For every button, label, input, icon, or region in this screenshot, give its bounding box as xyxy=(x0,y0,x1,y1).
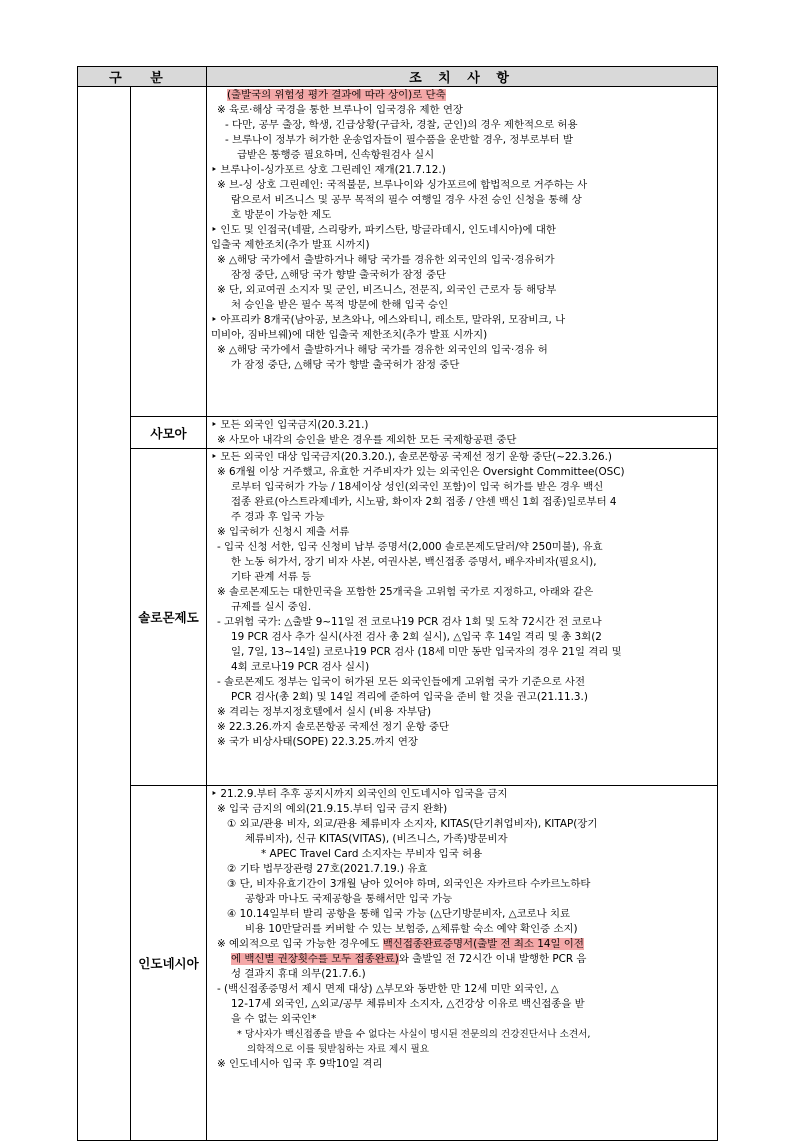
line-text: - 입국 신청 서한, 입국 신청비 납부 증명서(2,000 솔로몬제도달러/약 250미불), 유효 xyxy=(217,541,603,553)
line-text: ‣ 모든 외국인 대상 입국금지(20.3.20.), 솔로몬항공 국제선 정기 운항 중단(~22.3.26.) xyxy=(211,451,612,463)
content-line xyxy=(211,802,713,817)
line-text: - 다만, 공무 출장, 학생, 긴급상황(구급차, 경찰, 군인)의 경우 제한적으로 허용 xyxy=(225,119,578,131)
content-line xyxy=(211,997,713,1012)
line-text: ③ 단, 비자유효기간이 3개월 남아 있어야 하며, 외국인은 자카르타 수카르노하타 xyxy=(227,878,591,890)
content-line xyxy=(211,283,713,298)
content-line xyxy=(211,630,713,645)
content-line xyxy=(211,450,713,465)
content-line xyxy=(211,540,713,555)
content-samoa xyxy=(207,417,718,449)
table-header-row xyxy=(78,67,718,87)
content-line xyxy=(211,675,713,690)
content-line xyxy=(211,982,713,997)
content-line xyxy=(211,178,713,193)
line-text: ※ 격리는 정부지정호텔에서 실시 (비용 자부담) xyxy=(217,706,431,718)
row-brunei xyxy=(78,87,718,417)
line-text: ※ 브-싱 상호 그린레인: 국적불문, 브루나이와 싱가포르에 합법적으로 거주하는 사 xyxy=(217,179,588,191)
line-text: 규제를 실시 중임. xyxy=(231,601,312,613)
content-indonesia xyxy=(207,786,718,1141)
content-line xyxy=(211,720,713,735)
measures-table xyxy=(77,66,718,1141)
line-text: ※ △해당 국가에서 출발하거나 해당 국가를 경유한 외국인의 입국·경유 허 xyxy=(217,344,548,356)
content-line xyxy=(211,862,713,877)
content-line xyxy=(211,1027,713,1042)
highlighted-text: 에 백신별 권장횟수를 모두 접종완료) xyxy=(231,953,399,965)
line-text: 호 방문이 가능한 제도 xyxy=(231,209,332,221)
content-line xyxy=(211,238,713,253)
content-line xyxy=(211,1042,713,1057)
content-line xyxy=(211,967,713,982)
line-text: 체류비자), 신규 KITAS(VITAS), (비즈니스, 가족)방문비자 xyxy=(245,833,508,845)
content-line xyxy=(211,690,713,705)
line-text: 접종 완료(아스트라제네카, 시노팜, 화이자 2회 접종 / 얀센 백신 1회 접종)일로부터 4 xyxy=(231,496,617,508)
line-text: 처 승인을 받은 필수 목적 방문에 한해 입국 승인 xyxy=(231,299,449,311)
content-line xyxy=(211,892,713,907)
line-text: ① 외교/관용 비자, 외교/관용 체류비자 소지자, KITAS(단기취업비자), KITAP(장기 xyxy=(227,818,598,830)
line-text: - 브루나이 정부가 허가한 운송업자들이 필수품을 운반할 경우, 정부로부터 발 xyxy=(225,134,573,146)
content-line xyxy=(211,952,713,967)
content-line xyxy=(211,118,713,133)
content-line xyxy=(211,922,713,937)
content-line xyxy=(211,480,713,495)
content-line xyxy=(211,510,713,525)
content-line xyxy=(211,208,713,223)
content-line xyxy=(211,937,713,952)
line-text: ※ △해당 국가에서 출발하거나 해당 국가를 경유한 외국인의 입국·경유허가 xyxy=(217,254,555,266)
line-text: 미비아, 짐바브웨)에 대한 입출국 제한조치(추가 발표 시까지) xyxy=(211,329,488,341)
line-text: ‣ 브루나이-싱가포르 상호 그린레인 재개(21.7.12.) xyxy=(211,164,446,176)
content-line xyxy=(211,817,713,832)
content-line xyxy=(211,358,713,373)
country-solomon: 솔로몬제도 xyxy=(131,449,207,786)
line-text: ※ 사모아 내각의 승인을 받은 경우를 제외한 모든 국제항공편 중단 xyxy=(217,434,517,446)
line-text: ※ 입국 금지의 예외(21.9.15.부터 입국 금지 완화) xyxy=(217,803,448,815)
line-text: 4회 코로나19 PCR 검사 실시) xyxy=(231,661,370,673)
line-text: 급받은 통행증 필요하며, 신속항원검사 실시 xyxy=(237,149,435,161)
content-line xyxy=(211,600,713,615)
content-line xyxy=(211,343,713,358)
content-line xyxy=(211,223,713,238)
region-cell xyxy=(78,87,131,1141)
content-line xyxy=(211,585,713,600)
line-text: 한 노동 허가서, 장기 비자 사본, 여권사본, 백신접종 증명서, 배우자비자(필요시), xyxy=(231,556,597,568)
content-line xyxy=(211,148,713,163)
content-line xyxy=(211,253,713,268)
country-brunei xyxy=(131,87,207,417)
row-samoa xyxy=(78,417,718,449)
content-line xyxy=(211,555,713,570)
row-solomon xyxy=(78,449,718,786)
line-text: 와 출발일 전 72시간 이내 발행한 PCR 음 xyxy=(398,953,587,965)
content-line xyxy=(211,832,713,847)
content-line xyxy=(211,193,713,208)
line-text: ※ 육로·해상 국경을 통한 브루나이 입국경유 제한 연장 xyxy=(217,104,463,116)
highlighted-text: (출발국의 위험성 평가 결과에 따라 상이)로 단축 xyxy=(227,89,446,101)
line-text: ※ 국가 비상사태(SOPE) 22.3.25.까지 연장 xyxy=(217,736,418,748)
line-text: 을 수 없는 외국인* xyxy=(231,1013,317,1025)
content-line xyxy=(211,1012,713,1027)
line-text: ※ 6개월 이상 거주했고, 유효한 거주비자가 있는 외국인은 Oversight Committee(OSC) xyxy=(217,466,625,478)
line-text: 의학적으로 이를 뒷받침하는 자료 제시 필요 xyxy=(247,1044,430,1055)
content-line xyxy=(211,615,713,630)
line-text: - (백신접종증명서 제시 면제 대상) △부모와 동반한 만 12세 미만 외국인, △ xyxy=(217,983,559,995)
line-text: 잠정 중단, △해당 국가 향발 출국허가 잠정 중단 xyxy=(231,269,447,281)
content-line xyxy=(211,787,713,802)
content-line xyxy=(211,88,713,103)
line-text: ※ 솔로몬제도는 대한민국을 포함한 25개국을 고위험 국가로 지정하고, 아래와 같은 xyxy=(217,586,594,598)
header-measures: 조 치 사 항 xyxy=(207,67,718,87)
content-line xyxy=(211,907,713,922)
content-line xyxy=(211,103,713,118)
line-text: ‣ 모든 외국인 입국금지(20.3.21.) xyxy=(211,419,369,431)
line-text: 람으로서 비즈니스 및 공무 목적의 필수 여행일 경우 사전 승인 신청을 통해 상 xyxy=(231,194,582,206)
line-text: ※ 22.3.26.까지 솔로몬항공 국제선 정기 운항 중단 xyxy=(217,721,450,733)
line-text: ※ 단, 외교여권 소지자 및 군인, 비즈니스, 전문직, 외국인 근로자 등 해당부 xyxy=(217,284,557,296)
line-text: ② 기타 법무장관령 27호(2021.7.19.) 유효 xyxy=(227,863,428,875)
line-text: 일, 7일, 13~14일) 코로나19 PCR 검사 (18세 미만 동반 입국자의 경우 21일 격리 및 xyxy=(231,646,622,658)
content-line xyxy=(211,163,713,178)
content-line xyxy=(211,847,713,862)
line-text: - 고위험 국가: △출발 9~11일 전 코로나19 PCR 검사 1회 및 도착 72시간 전 코로나 xyxy=(217,616,602,628)
line-text: 로부터 입국허가 가능 / 18세이상 성인(외국인 포함)이 입국 허가를 받은 경우 백신 xyxy=(231,481,604,493)
line-text: 성 결과지 휴대 의무(21.7.6.) xyxy=(231,968,366,980)
line-text: ‣ 아프리카 8개국(남아공, 보츠와나, 에스와티니, 레소토, 말라위, 모잠비크, 나 xyxy=(211,314,566,326)
line-text: PCR 검사(총 2회) 및 14일 격리에 준하여 입국을 준비 할 것을 권고(21.11.3.) xyxy=(231,691,588,703)
line-text: ‣ 인도 및 인접국(네팔, 스리랑카, 파키스탄, 방글라데시, 인도네시아)에 대한 xyxy=(211,224,556,236)
line-text: 12-17세 외국인, △외교/공무 체류비자 소지자, △건강상 이유로 백신접종을 받 xyxy=(231,998,585,1010)
highlighted-text: 백신접종완료증명서(출발 전 최소 14일 이전 xyxy=(382,938,584,950)
content-line xyxy=(211,328,713,343)
content-line xyxy=(211,877,713,892)
header-category: 구 분 xyxy=(78,67,207,87)
content-line xyxy=(211,313,713,328)
line-text: 19 PCR 검사 추가 실시(사전 검사 총 2회 실시), △입국 후 14일 격리 및 총 3회(2 xyxy=(231,631,602,643)
content-line xyxy=(211,268,713,283)
content-line xyxy=(211,525,713,540)
content-line xyxy=(211,570,713,585)
content-solomon xyxy=(207,449,718,786)
line-text: 가 잠정 중단, △해당 국가 향발 출국허가 잠정 중단 xyxy=(231,359,460,371)
line-text: 입출국 제한조치(추가 발표 시까지) xyxy=(211,239,370,251)
country-indonesia: 인도네시아 xyxy=(131,786,207,1141)
content-line xyxy=(211,495,713,510)
line-text: ※ 예외적으로 입국 가능한 경우에도 xyxy=(217,938,383,950)
content-line xyxy=(211,465,713,480)
country-samoa: 사모아 xyxy=(131,417,207,449)
line-text: ‣ 21.2.9.부터 추후 공지시까지 외국인의 인도네시아 입국을 금지 xyxy=(211,788,508,800)
content-line xyxy=(211,1057,713,1072)
line-text: * 당사자가 백신접종을 받을 수 없다는 사실이 명시된 전문의의 건강진단서나 소견서, xyxy=(237,1029,591,1040)
content-line xyxy=(211,298,713,313)
line-text: ④ 10.14일부터 발리 공항을 통해 입국 가능 (△단기방문비자, △코로나 치료 xyxy=(227,908,571,920)
line-text: 주 경과 후 입국 가능 xyxy=(231,511,325,523)
content-line xyxy=(211,705,713,720)
line-text: - 솔로몬제도 정부는 입국이 허가된 모든 외국인들에게 고위험 국가 기준으로 사전 xyxy=(217,676,586,688)
row-indonesia xyxy=(78,786,718,1141)
content-line xyxy=(211,645,713,660)
line-text: 공항과 마나도 국제공항을 통해서만 입국 가능 xyxy=(245,893,453,905)
line-text: 비용 10만달러를 커버할 수 있는 보험증, △체류할 숙소 예약 확인증 소지) xyxy=(245,923,578,935)
line-text: ※ 입국허가 신청시 제출 서류 xyxy=(217,526,350,538)
line-text: 기타 관계 서류 등 xyxy=(231,571,312,583)
content-line xyxy=(211,660,713,675)
content-line xyxy=(211,418,713,433)
line-text: ※ 인도네시아 입국 후 9박10일 격리 xyxy=(217,1058,383,1070)
content-brunei xyxy=(207,87,718,417)
content-line xyxy=(211,735,713,750)
line-text: * APEC Travel Card 소지자는 무비자 입국 허용 xyxy=(261,848,483,860)
content-line xyxy=(211,433,713,448)
content-line xyxy=(211,133,713,148)
